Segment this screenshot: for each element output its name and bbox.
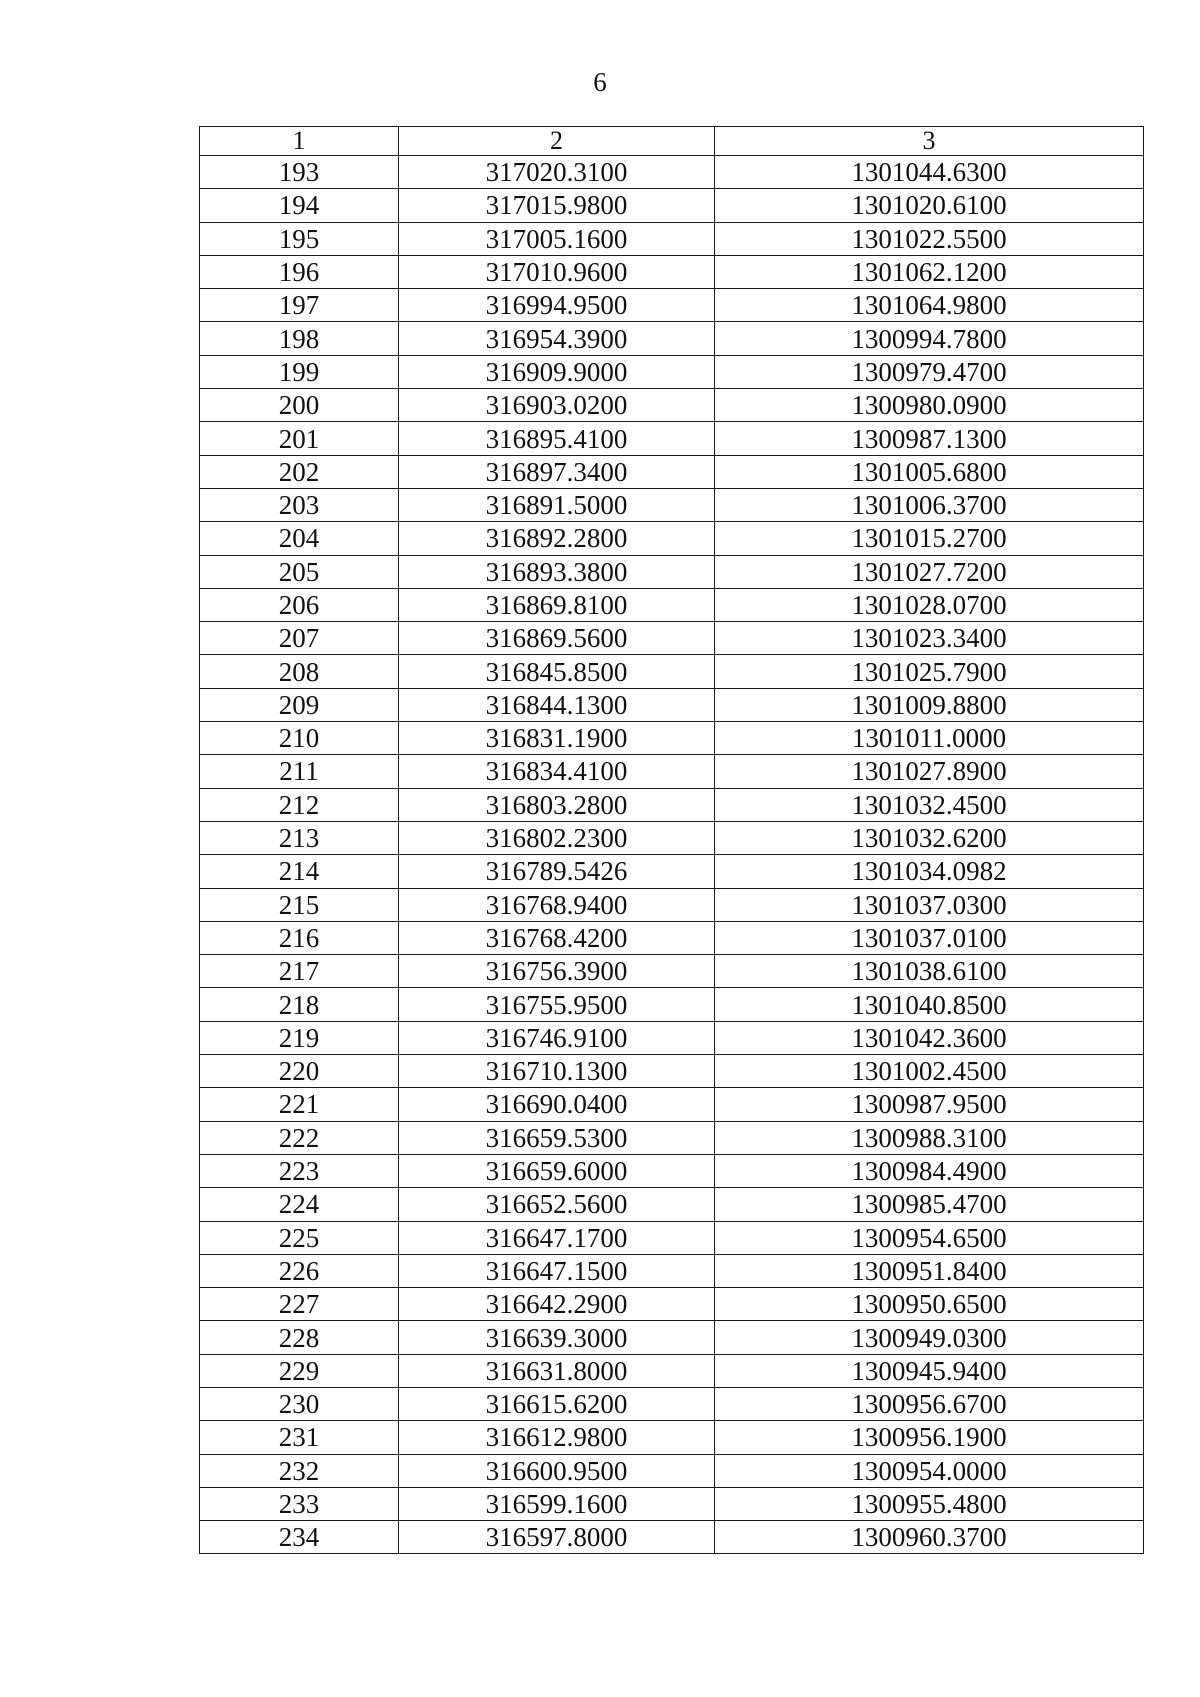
x-coordinate-cell: 316845.8500 (399, 655, 715, 688)
y-coordinate-cell: 1300956.1900 (715, 1421, 1144, 1454)
y-coordinate-cell: 1301034.0982 (715, 855, 1144, 888)
y-coordinate-cell: 1301062.1200 (715, 255, 1144, 288)
table-row (200, 1454, 1144, 1487)
point-number-cell: 202 (200, 455, 399, 488)
point-number-cell: 196 (200, 255, 399, 288)
point-number-cell: 217 (200, 955, 399, 988)
x-coordinate-cell: 316612.9800 (399, 1421, 715, 1454)
table-row (200, 1387, 1144, 1420)
x-coordinate-cell: 316893.3800 (399, 555, 715, 588)
point-number-cell: 222 (200, 1121, 399, 1154)
y-coordinate-cell: 1301005.6800 (715, 455, 1144, 488)
point-number-cell: 207 (200, 622, 399, 655)
table-row (200, 1121, 1144, 1154)
y-coordinate-cell: 1301064.9800 (715, 289, 1144, 322)
x-coordinate-cell: 316597.8000 (399, 1521, 715, 1554)
point-number-cell: 206 (200, 588, 399, 621)
y-coordinate-cell: 1301025.7900 (715, 655, 1144, 688)
y-coordinate-cell: 1301009.8800 (715, 688, 1144, 721)
y-coordinate-cell: 1301011.0000 (715, 722, 1144, 755)
point-number-cell: 194 (200, 189, 399, 222)
x-coordinate-cell: 316756.3900 (399, 955, 715, 988)
x-coordinate-cell: 316659.6000 (399, 1154, 715, 1187)
column-header-1: 1 (200, 127, 399, 156)
table-row (200, 1088, 1144, 1121)
x-coordinate-cell: 316652.5600 (399, 1188, 715, 1221)
point-number-cell: 231 (200, 1421, 399, 1454)
point-number-cell: 223 (200, 1154, 399, 1187)
point-number-cell: 224 (200, 1188, 399, 1221)
x-coordinate-cell: 316647.1500 (399, 1254, 715, 1287)
y-coordinate-cell: 1300985.4700 (715, 1188, 1144, 1221)
y-coordinate-cell: 1301037.0300 (715, 888, 1144, 921)
x-coordinate-cell: 316892.2800 (399, 522, 715, 555)
x-coordinate-cell: 316909.9000 (399, 355, 715, 388)
point-number-cell: 212 (200, 788, 399, 821)
point-number-cell: 203 (200, 488, 399, 521)
table-row (200, 222, 1144, 255)
y-coordinate-cell: 1301044.6300 (715, 156, 1144, 189)
y-coordinate-cell: 1301037.0100 (715, 921, 1144, 954)
table-row (200, 1321, 1144, 1354)
point-number-cell: 225 (200, 1221, 399, 1254)
y-coordinate-cell: 1301023.3400 (715, 622, 1144, 655)
point-number-cell: 214 (200, 855, 399, 888)
table-row (200, 555, 1144, 588)
y-coordinate-cell: 1300945.9400 (715, 1354, 1144, 1387)
table-row (200, 255, 1144, 288)
table-row (200, 622, 1144, 655)
point-number-cell: 197 (200, 289, 399, 322)
x-coordinate-cell: 316600.9500 (399, 1454, 715, 1487)
x-coordinate-cell: 317020.3100 (399, 156, 715, 189)
x-coordinate-cell: 317005.1600 (399, 222, 715, 255)
point-number-cell: 228 (200, 1321, 399, 1354)
x-coordinate-cell: 316639.3000 (399, 1321, 715, 1354)
point-number-cell: 213 (200, 821, 399, 854)
x-coordinate-cell: 316647.1700 (399, 1221, 715, 1254)
x-coordinate-cell: 317010.9600 (399, 255, 715, 288)
point-number-cell: 199 (200, 355, 399, 388)
y-coordinate-cell: 1300987.1300 (715, 422, 1144, 455)
x-coordinate-cell: 316802.2300 (399, 821, 715, 854)
x-coordinate-cell: 316755.9500 (399, 988, 715, 1021)
table-row (200, 1487, 1144, 1520)
point-number-cell: 215 (200, 888, 399, 921)
y-coordinate-cell: 1300954.0000 (715, 1454, 1144, 1487)
point-number-cell: 195 (200, 222, 399, 255)
table-row (200, 455, 1144, 488)
point-number-cell: 198 (200, 322, 399, 355)
table-row (200, 389, 1144, 422)
table-row (200, 655, 1144, 688)
x-coordinate-cell: 316599.1600 (399, 1487, 715, 1520)
y-coordinate-cell: 1301020.6100 (715, 189, 1144, 222)
point-number-cell: 226 (200, 1254, 399, 1287)
x-coordinate-cell: 316789.5426 (399, 855, 715, 888)
point-number-cell: 209 (200, 688, 399, 721)
point-number-cell: 210 (200, 722, 399, 755)
table-row (200, 422, 1144, 455)
table-row (200, 1021, 1144, 1054)
x-coordinate-cell: 316803.2800 (399, 788, 715, 821)
x-coordinate-cell: 316869.8100 (399, 588, 715, 621)
table-row (200, 1188, 1144, 1221)
x-coordinate-cell: 316869.5600 (399, 622, 715, 655)
y-coordinate-cell: 1301032.4500 (715, 788, 1144, 821)
point-number-cell: 227 (200, 1288, 399, 1321)
point-number-cell: 193 (200, 156, 399, 189)
point-number-cell: 211 (200, 755, 399, 788)
table-row (200, 355, 1144, 388)
point-number-cell: 233 (200, 1487, 399, 1520)
x-coordinate-cell: 316631.8000 (399, 1354, 715, 1387)
point-number-cell: 200 (200, 389, 399, 422)
point-number-cell: 229 (200, 1354, 399, 1387)
column-header-2: 2 (399, 127, 715, 156)
table-header-row (200, 127, 1144, 156)
x-coordinate-cell: 316895.4100 (399, 422, 715, 455)
y-coordinate-cell: 1301028.0700 (715, 588, 1144, 621)
x-coordinate-cell: 316994.9500 (399, 289, 715, 322)
table-row (200, 1421, 1144, 1454)
table-row (200, 955, 1144, 988)
point-number-cell: 220 (200, 1055, 399, 1088)
point-number-cell: 205 (200, 555, 399, 588)
x-coordinate-cell: 316831.1900 (399, 722, 715, 755)
point-number-cell: 219 (200, 1021, 399, 1054)
point-number-cell: 218 (200, 988, 399, 1021)
x-coordinate-cell: 317015.9800 (399, 189, 715, 222)
y-coordinate-cell: 1300951.8400 (715, 1254, 1144, 1287)
x-coordinate-cell: 316891.5000 (399, 488, 715, 521)
y-coordinate-cell: 1300980.0900 (715, 389, 1144, 422)
point-number-cell: 204 (200, 522, 399, 555)
column-header-3: 3 (715, 127, 1144, 156)
x-coordinate-cell: 316746.9100 (399, 1021, 715, 1054)
table-row (200, 322, 1144, 355)
table-row (200, 1288, 1144, 1321)
point-number-cell: 230 (200, 1387, 399, 1420)
table-row (200, 821, 1144, 854)
table-row (200, 1154, 1144, 1187)
table-row (200, 988, 1144, 1021)
y-coordinate-cell: 1301027.8900 (715, 755, 1144, 788)
x-coordinate-cell: 316834.4100 (399, 755, 715, 788)
point-number-cell: 221 (200, 1088, 399, 1121)
y-coordinate-cell: 1301042.3600 (715, 1021, 1144, 1054)
page-number: 6 (593, 67, 607, 97)
y-coordinate-cell: 1301027.7200 (715, 555, 1144, 588)
x-coordinate-cell: 316768.4200 (399, 921, 715, 954)
y-coordinate-cell: 1301002.4500 (715, 1055, 1144, 1088)
table-row (200, 522, 1144, 555)
y-coordinate-cell: 1301040.8500 (715, 988, 1144, 1021)
x-coordinate-cell: 316690.0400 (399, 1088, 715, 1121)
x-coordinate-cell: 316642.2900 (399, 1288, 715, 1321)
point-number-cell: 208 (200, 655, 399, 688)
x-coordinate-cell: 316954.3900 (399, 322, 715, 355)
table-row (200, 289, 1144, 322)
x-coordinate-cell: 316710.1300 (399, 1055, 715, 1088)
table-row (200, 156, 1144, 189)
y-coordinate-cell: 1300960.3700 (715, 1521, 1144, 1554)
table-row (200, 688, 1144, 721)
point-number-cell: 232 (200, 1454, 399, 1487)
table-row (200, 1521, 1144, 1554)
point-number-cell: 216 (200, 921, 399, 954)
table-row (200, 1221, 1144, 1254)
y-coordinate-cell: 1301015.2700 (715, 522, 1144, 555)
y-coordinate-cell: 1301032.6200 (715, 821, 1144, 854)
y-coordinate-cell: 1300987.9500 (715, 1088, 1144, 1121)
x-coordinate-cell: 316903.0200 (399, 389, 715, 422)
x-coordinate-cell: 316615.6200 (399, 1387, 715, 1420)
x-coordinate-cell: 316659.5300 (399, 1121, 715, 1154)
table-row (200, 788, 1144, 821)
y-coordinate-cell: 1300949.0300 (715, 1321, 1144, 1354)
y-coordinate-cell: 1300950.6500 (715, 1288, 1144, 1321)
y-coordinate-cell: 1300988.3100 (715, 1121, 1144, 1154)
y-coordinate-cell: 1300994.7800 (715, 322, 1144, 355)
table-row (200, 1354, 1144, 1387)
point-number-cell: 234 (200, 1521, 399, 1554)
x-coordinate-cell: 316844.1300 (399, 688, 715, 721)
table-row (200, 1055, 1144, 1088)
coordinates-table (199, 126, 1144, 1554)
table-row (200, 488, 1144, 521)
table-row (200, 921, 1144, 954)
table-row (200, 189, 1144, 222)
y-coordinate-cell: 1301038.6100 (715, 955, 1144, 988)
table-row (200, 722, 1144, 755)
table-row (200, 588, 1144, 621)
table-row (200, 1254, 1144, 1287)
table-row (200, 888, 1144, 921)
table-row (200, 855, 1144, 888)
table-body (200, 156, 1144, 1554)
y-coordinate-cell: 1301006.3700 (715, 488, 1144, 521)
x-coordinate-cell: 316897.3400 (399, 455, 715, 488)
table-row (200, 755, 1144, 788)
point-number-cell: 201 (200, 422, 399, 455)
x-coordinate-cell: 316768.9400 (399, 888, 715, 921)
y-coordinate-cell: 1300979.4700 (715, 355, 1144, 388)
y-coordinate-cell: 1301022.5500 (715, 222, 1144, 255)
y-coordinate-cell: 1300955.4800 (715, 1487, 1144, 1520)
y-coordinate-cell: 1300956.6700 (715, 1387, 1144, 1420)
y-coordinate-cell: 1300984.4900 (715, 1154, 1144, 1187)
y-coordinate-cell: 1300954.6500 (715, 1221, 1144, 1254)
